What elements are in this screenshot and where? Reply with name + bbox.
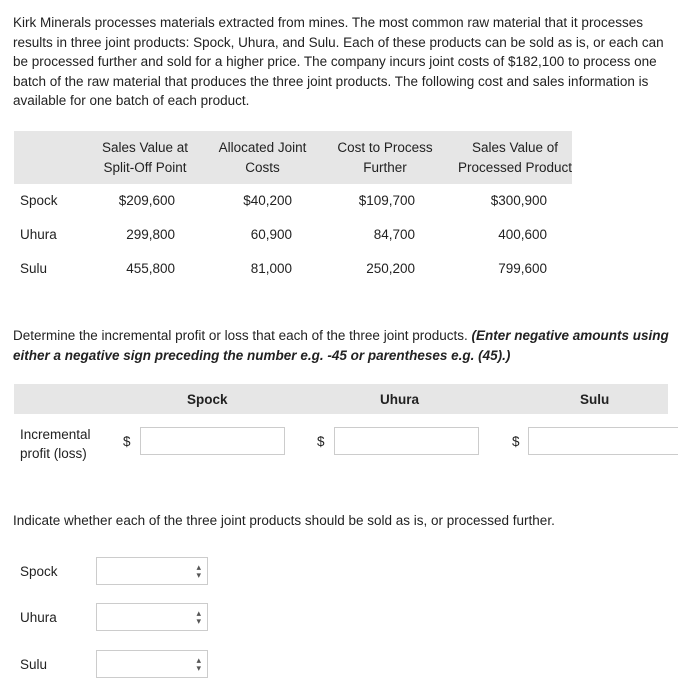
- currency-symbol: $: [512, 434, 520, 449]
- table-cell: 299,800: [126, 227, 175, 242]
- table-cell: 455,800: [126, 261, 175, 276]
- table-cell: 400,600: [498, 227, 547, 242]
- product-label-uhura: Uhura: [20, 610, 57, 625]
- problem-intro: Kirk Minerals processes materials extracted from mines. The most common raw material that it processes results in three joint products: Spock, Uhura, and Sulu. Each of these products can be sold as is, or each can be processed further and sold for a higher price. The company incurs joint costs of $182,100 to process one batch of the raw material that produces the three joint products. The following cost and sales information is available for one batch of each product.: [13, 15, 664, 108]
- col-header-joint-costs: Allocated Joint Costs: [218, 140, 307, 175]
- product-label-sulu: Sulu: [20, 657, 48, 672]
- col-header-process-cost: Cost to Process Further: [337, 140, 433, 175]
- col-header-split-off: Sales Value at Split-Off Point: [101, 140, 189, 175]
- question-1-text: Determine the incremental profit or loss that each of the three joint products.: [13, 328, 472, 343]
- row-label: Spock: [20, 193, 58, 208]
- sulu-decision-select[interactable]: [96, 650, 208, 678]
- col-header-spock: Spock: [187, 392, 228, 407]
- currency-symbol: $: [123, 434, 131, 449]
- table-cell: 84,700: [373, 227, 415, 242]
- question-1-instruction: (Enter negative amounts using either a negative sign preceding the number e.g. -45 or parentheses e.g. (45).): [13, 328, 669, 363]
- col-header-processed-value: Sales Value of Processed Product: [457, 140, 573, 175]
- uhura-decision-select[interactable]: [96, 603, 208, 631]
- table-cell: 250,200: [366, 261, 415, 276]
- select-arrows-icon: ▴ ▾: [196, 655, 201, 673]
- select-arrows-icon: ▴ ▾: [196, 608, 201, 626]
- question-1: [13, 326, 673, 365]
- profit-table-header: [14, 384, 668, 414]
- col-header-uhura: Uhura: [380, 392, 420, 407]
- spock-profit-input[interactable]: [140, 427, 285, 455]
- table-cell: 799,600: [498, 261, 547, 276]
- sulu-profit-input[interactable]: [528, 427, 678, 455]
- table-cell: 81,000: [250, 261, 292, 276]
- table-cell: $300,900: [490, 193, 547, 208]
- spock-decision-select[interactable]: [96, 557, 208, 585]
- row-label: Sulu: [20, 261, 48, 276]
- question-2-text: Indicate whether each of the three joint products should be sold as is, or processed further.: [13, 513, 555, 528]
- row-label-incremental-profit: Incremental profit (loss): [20, 427, 91, 461]
- uhura-profit-input[interactable]: [334, 427, 479, 455]
- table-cell: $40,200: [243, 193, 292, 208]
- product-label-spock: Spock: [20, 564, 58, 579]
- select-arrows-icon: ▴ ▾: [196, 562, 201, 580]
- table-cell: $209,600: [118, 193, 175, 208]
- currency-symbol: $: [317, 434, 325, 449]
- table-cell: $109,700: [358, 193, 415, 208]
- col-header-sulu: Sulu: [580, 392, 610, 407]
- table-cell: 60,900: [250, 227, 292, 242]
- row-label: Uhura: [20, 227, 57, 242]
